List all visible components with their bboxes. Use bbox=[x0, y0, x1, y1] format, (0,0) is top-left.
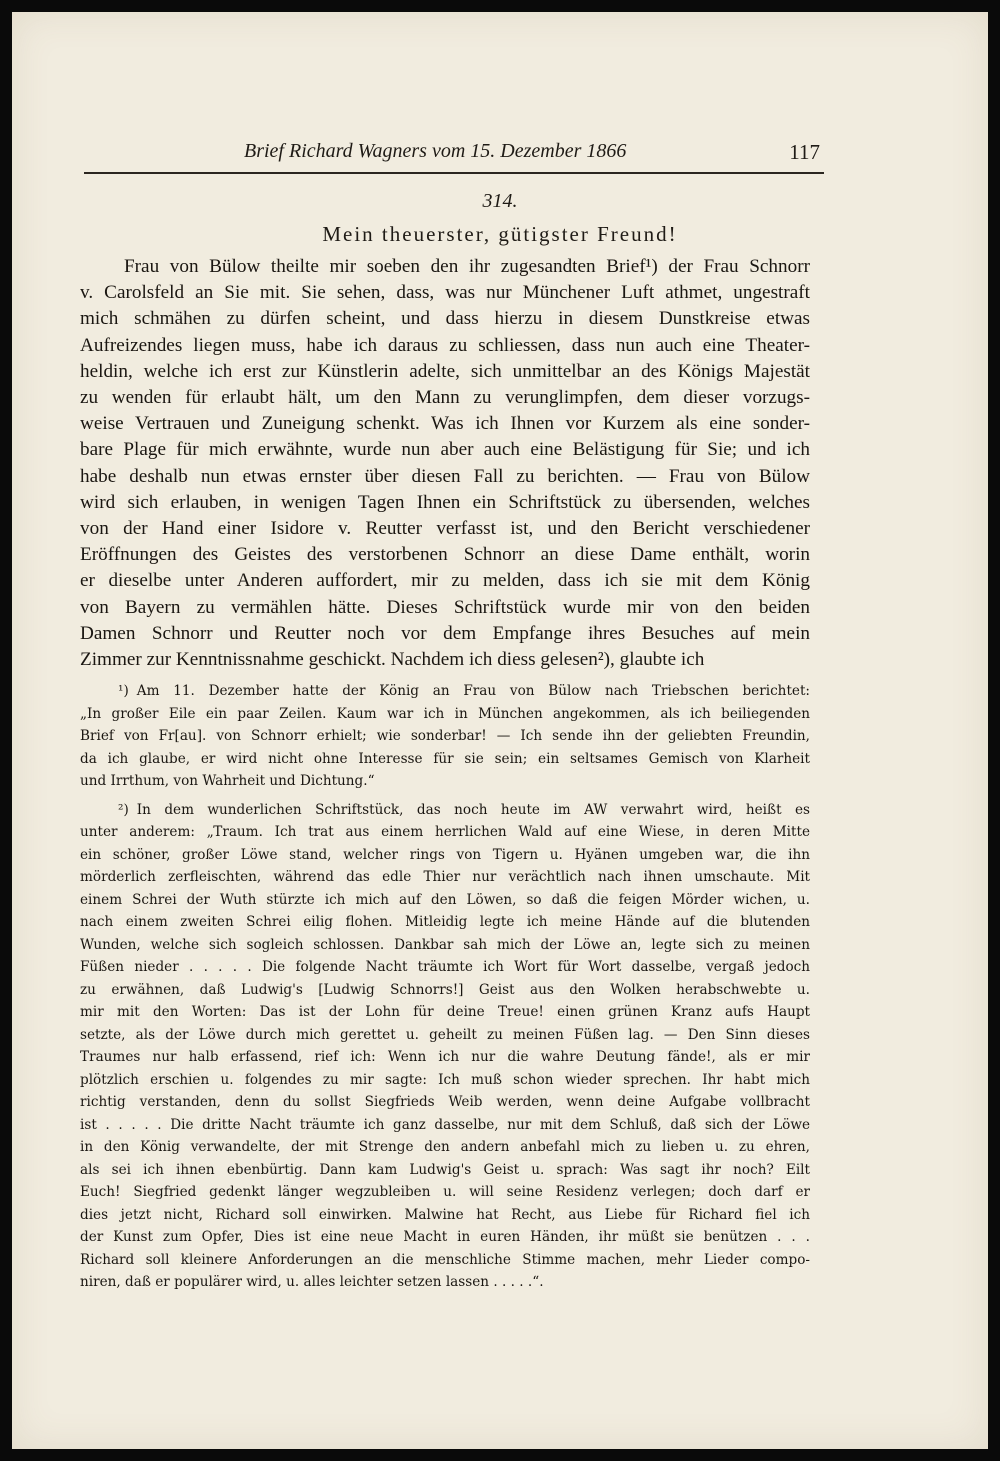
footnote-line: und Irrthum, von Wahrheit und Dichtung.“ bbox=[80, 773, 375, 789]
footnote-marker: ²) bbox=[118, 801, 129, 818]
footnote-line: nach einem zweiten Schrei eilig flohen. Mitleidig legte ich meine Hände auf die blutenden bbox=[80, 914, 810, 930]
body-line: weise Vertrauen und Zuneigung schenkt. Was ich Ihnen vor Kurzem als eine sonder- bbox=[80, 413, 810, 435]
footnote-line: Traumes nur halb erfassend, rief ich: Wenn ich nur die wahre Deutung fände!, als er mir bbox=[80, 1049, 810, 1065]
running-header bbox=[84, 130, 824, 174]
letter-body bbox=[80, 254, 810, 673]
body-line: habe deshalb nun etwas ernster über diesen Fall zu berichten. — Frau von Bülow bbox=[80, 465, 810, 487]
footnote-line: einem Schrei der Wuth stürzte ich mich auf den Löwen, so daß die feigen Mörder wichen, u. bbox=[80, 891, 810, 908]
letter-number: 314. bbox=[482, 190, 518, 212]
footnote-marker: ¹) bbox=[118, 683, 129, 699]
footnote-line: in den König verwandelte, der mit Strenge den andern anbefahl mich zu lieben u. zu ehren, bbox=[80, 1139, 810, 1155]
footnote-line: Brief von Fr[au]. von Schnorr erhielt; wie sonderbar! — Ich sende ihn der geliebten Freundin, bbox=[80, 728, 810, 744]
footnote-line: als sei ich ihnen ebenbürtig. Dann kam Ludwig's Geist u. sprach: Was sagt ihr noch? Eilt bbox=[80, 1161, 810, 1178]
footnote-line: setzte, als der Löwe durch mich gerettet u. geheilt zu meinen Füßen lag. — Den Sinn dieses bbox=[80, 1026, 810, 1043]
footnote-line: unter anderem: „Traum. Ich trat aus einem herrlichen Wald auf eine Wiese, in deren Mitte bbox=[80, 824, 810, 840]
footnote-line: ist . . . . . Die dritte Nacht träumte ich ganz dasselbe, nur mit dem Schluß, daß sich der Löwe bbox=[80, 1116, 810, 1133]
body-line: v. Carolsfeld an Sie mit. Sie sehen, dass, was nur Münchener Luft athmet, ungestraft bbox=[80, 282, 810, 304]
running-title: Brief Richard Wagners vom 15. Dezember 1866 bbox=[244, 140, 627, 162]
body-line: wird sich erlauben, in wenigen Tagen Ihnen ein Schriftstück zu übersenden, welches bbox=[80, 491, 810, 513]
footnote-line: plötzlich erschien u. folgendes zu mir sagte: Ich muß schon wieder sprechen. Ihr habt mich bbox=[80, 1071, 810, 1088]
body-line: Frau von Bülow theilte mir soeben den ihr zugesandten Brief¹) der Frau Schnorr bbox=[124, 256, 810, 277]
body-line: Aufreizendes liegen muss, habe ich daraus zu schliessen, dass nun auch eine Theater- bbox=[80, 334, 810, 356]
footnote-line: Euch! Siegfried gedenkt länger wegzubleiben u. will seine Residenz verlegen; doch darf er bbox=[80, 1184, 810, 1200]
footnote-line: dies jetzt nicht, Richard soll einwirken. Malwine hat Recht, aus Liebe für Richard fiel ich bbox=[80, 1206, 810, 1223]
letter-salutation: Mein theuerster, gütigster Freund! bbox=[322, 222, 678, 246]
footnote bbox=[80, 799, 810, 1294]
body-line: bare Plage für mich erwähnte, wurde nun aber auch eine Belästigung für Sie; und ich bbox=[80, 439, 810, 461]
footnotes bbox=[80, 680, 810, 1294]
page-number: 117 bbox=[789, 140, 820, 164]
body-line: er dieselbe unter Anderen auffordert, mir zu melden, dass ich sie mit dem König bbox=[80, 570, 810, 592]
body-line: heldin, welche ich erst zur Künstlerin adelte, sich unmittelbar an des Königs Majestät bbox=[80, 360, 810, 382]
footnote-line bbox=[80, 680, 810, 703]
footnote-line: mörderlich zerfleischten, während das edle Thier nur verächtlich nach ihnen umschaute. Mit bbox=[80, 869, 810, 885]
footnote-line: mir mit den Worten: Das ist der Lohn für deine Treue! einen grünen Kranz aufs Haupt bbox=[80, 1004, 810, 1020]
footnote-text: In dem wunderlichen Schriftstück, das noch heute im AW verwahrt wird, heißt es bbox=[136, 801, 810, 818]
body-line: von Bayern zu vermählen hätte. Dieses Schriftstück wurde mir von den beiden bbox=[80, 596, 810, 618]
body-line: Zimmer zur Kenntnissnahme geschickt. Nachdem ich diess gelesen²), glaubte ich bbox=[80, 649, 705, 671]
footnote-line: Wunden, welche sich sogleich schlossen. Dankbar sah mich der Löwe an, legte sich zu meinen bbox=[80, 936, 810, 953]
footnote-line: „In großer Eile ein paar Zeilen. Kaum war ich in München angekommen, als ich beiliegenden bbox=[80, 705, 810, 722]
body-line: Eröffnungen des Geistes des verstorbenen Schnorr an diese Dame enthält, worin bbox=[80, 544, 810, 566]
footnote-line: Füßen nieder . . . . . Die folgende Nacht träumte ich Wort für Wort dasselbe, vergaß jedoch bbox=[80, 959, 810, 975]
body-line: zu wenden für erlaubt hält, um den Mann zu verunglimpfen, dem dieser vorzugs- bbox=[80, 387, 810, 409]
footnote-line: richtig verstanden, denn du sollst Siegfrieds Weib werden, wenn deine Aufgabe vollbracht bbox=[80, 1094, 810, 1110]
footnote bbox=[80, 680, 810, 793]
footnote-line: Richard soll kleinere Anforderungen an die menschliche Stimme machen, mehr Lieder compo- bbox=[80, 1251, 810, 1268]
footnote-line: da ich glaube, er wird nicht ohne Interesse für sie sein; ein seltsames Gemisch von Klarheit bbox=[80, 750, 810, 767]
body-line: Damen Schnorr und Reutter noch vor dem Empfange ihres Besuches auf mein bbox=[80, 622, 810, 644]
footnote-line: zu erwähnen, daß Ludwig's [Ludwig Schnorrs!] Geist aus den Wolken herabschwebte u. bbox=[80, 981, 810, 998]
footnote-line: niren, daß er populärer wird, u. alles leichter setzen lassen . . . . .“. bbox=[80, 1274, 544, 1290]
footnote-line bbox=[80, 799, 810, 822]
body-line: von der Hand einer Isidore v. Reutter verfasst ist, und den Bericht verschiedener bbox=[80, 518, 810, 540]
footnote-line: der Kunst zum Opfer, Dies ist eine neue Macht in euren Händen, ihr müßt sie benützen . . . bbox=[80, 1229, 810, 1245]
footnote-text: Am 11. Dezember hatte der König an Frau von Bülow nach Triebschen berichtet: bbox=[136, 683, 810, 699]
body-line: mich schmähen zu dürfen scheint, und dass hierzu in diesem Dunstkreise etwas bbox=[80, 308, 810, 330]
footnote-line: ein schöner, großer Löwe stand, welcher rings von Tigern u. Hyänen umgeben war, die ihn bbox=[80, 846, 810, 863]
